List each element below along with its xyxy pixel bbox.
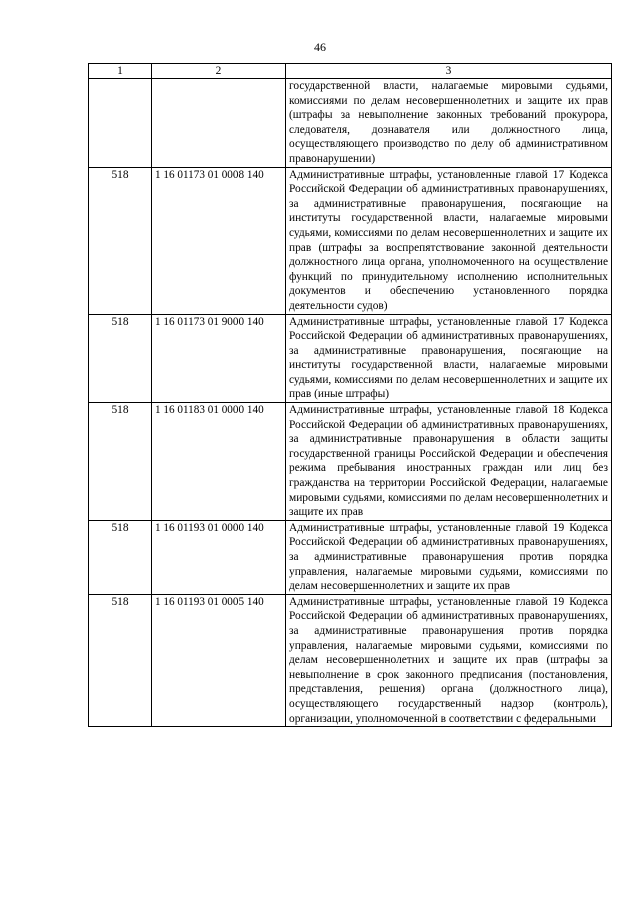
admin-code-cell: 518 [89,314,152,403]
description-cell: государственной власти, налагаемые мировыми судьями, комиссиями по делам несовершеннолетних и защите их прав (штрафы за невыполнение законных требований прокурора, следователя, дознавателя или должностного лица, осуществляющего производство по делу об административном правонарушении) [286,79,612,168]
admin-code-cell: 518 [89,520,152,594]
admin-code-cell: 518 [89,594,152,726]
description-cell: Административные штрафы, установленные главой 17 Кодекса Российской Федерации об административных правонарушениях, за административные правонарушения, посягающие на институты государственной власти, налагаемые мировыми судьями, комиссиями по делам несовершеннолетних и защите их прав (штрафы за воспрепятствование законной деятельности должностного лица органа, уполномоченного на осуществление функций по принудительному исполнению исполнительных документов и обеспечению установленного порядка деятельности судов) [286,167,612,314]
budget-code-cell: 1 16 01193 01 0005 140 [152,594,286,726]
table-row [89,314,612,403]
column-header-3: 3 [286,64,612,79]
admin-code-cell: 518 [89,167,152,314]
column-header-1: 1 [89,64,152,79]
page-number: 46 [314,40,326,54]
column-header-2: 2 [152,64,286,79]
admin-code-cell [89,79,152,168]
table-row [89,403,612,521]
budget-code-cell: 1 16 01173 01 9000 140 [152,314,286,403]
budget-code-cell [152,79,286,168]
table-row-continuation [89,79,612,168]
description-cell: Административные штрафы, установленные главой 18 Кодекса Российской Федерации об административных правонарушениях, за административные правонарушения в области защиты государственной границы Российской Федерации и обеспечения режима пребывания иностранных граждан или лиц без гражданства на территории Российской Федерации, налагаемые мировыми судьями, комиссиями по делам несовершеннолетних и защите их прав [286,403,612,521]
admin-code-cell: 518 [89,403,152,521]
budget-code-cell: 1 16 01193 01 0000 140 [152,520,286,594]
description-cell: Административные штрафы, установленные главой 19 Кодекса Российской Федерации об административных правонарушениях, за административные правонарушения против порядка управления, налагаемые мировыми судьями, комиссиями по делам несовершеннолетних и защите их прав [286,520,612,594]
description-cell: Административные штрафы, установленные главой 17 Кодекса Российской Федерации об административных правонарушениях, за административные правонарушения, посягающие на институты государственной власти, налагаемые мировыми судьями, комиссиями по делам несовершеннолетних и защите их прав (иные штрафы) [286,314,612,403]
table-row [89,594,612,726]
table-row [89,520,612,594]
budget-code-cell: 1 16 01173 01 0008 140 [152,167,286,314]
table-header-row [89,64,612,79]
budget-codes-table [88,63,612,727]
table-row [89,167,612,314]
description-cell: Административные штрафы, установленные главой 19 Кодекса Российской Федерации об административных правонарушениях, за административные правонарушения против порядка управления, налагаемые мировыми судьями, комиссиями по делам несовершеннолетних и защите их прав (штрафы за невыполнение в срок законного предписания (постановления, представления, решения) органа (должностного лица), осуществляющего государственный надзор (контроль), организации, уполномоченной в соответствии с федеральными [286,594,612,726]
budget-code-cell: 1 16 01183 01 0000 140 [152,403,286,521]
